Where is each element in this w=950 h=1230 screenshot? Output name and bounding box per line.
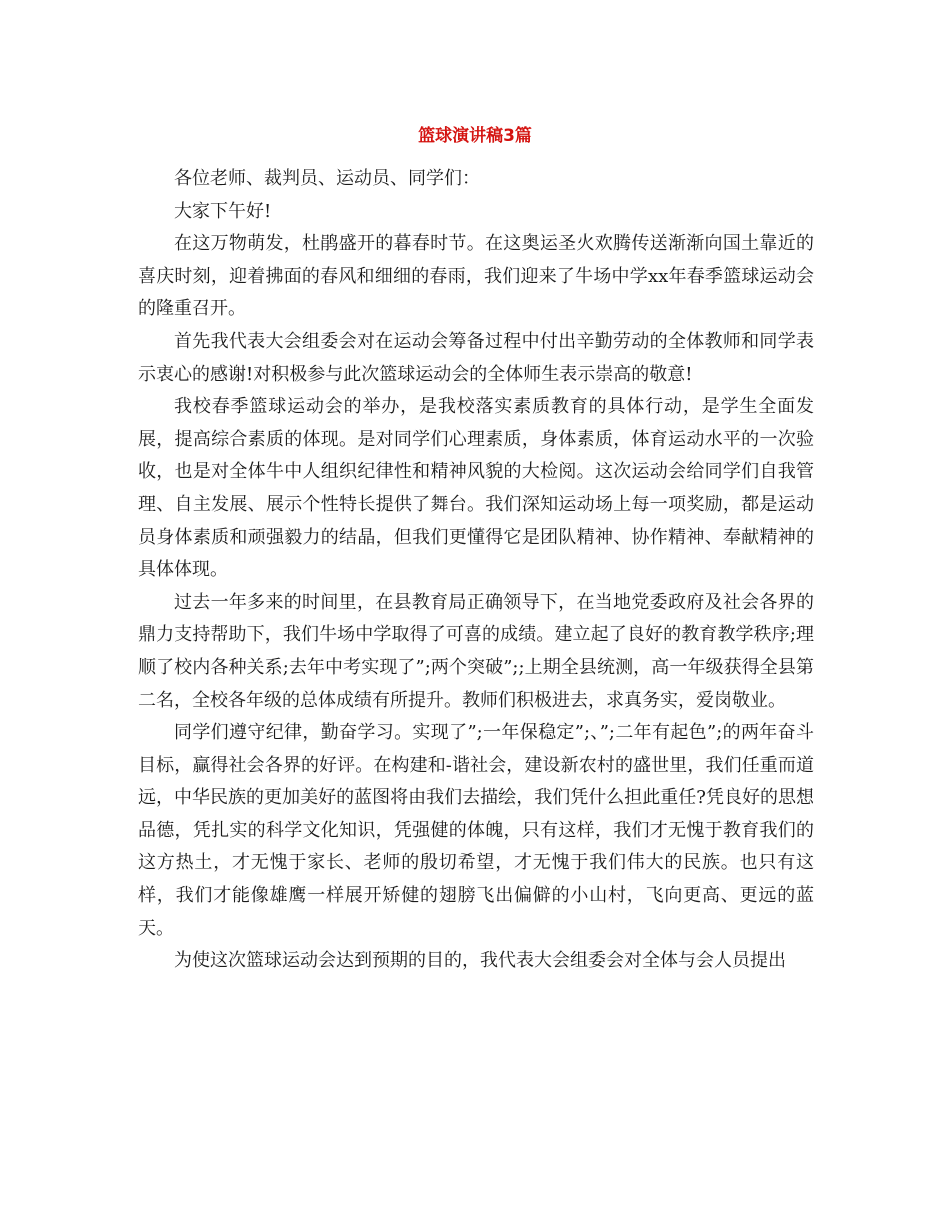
paragraph-purpose: 我校春季篮球运动会的举办，是我校落实素质教育的具体行动，是学生全面发展，提高综合素质的体现。是对同学们心理素质，身体素质，体育运动水平的一次验收，也是对全体牛中人组织纪律性和精神风貌的大检阅。这次运动会给同学们自我管理、自主发展、展示个性特长提供了舞台。我们深知运动场上每一项奖励，都是运动员身体素质和顽强毅力的结晶，但我们更懂得它是团队精神、协作精神、奉献精神的具体体现。 [138,396,814,581]
paragraph-salutation: 各位老师、裁判员、运动员、同学们： [174,168,480,189]
paragraph-opening: 在这万物萌发，杜鹃盛开的暮春时节。在这奥运圣火欢腾传送渐渐向国土靠近的喜庆时刻，迎着拂面的春风和细细的春雨，我们迎来了牛场中学xx年春季篮球运动会的隆重召开。 [138,233,814,320]
paragraph-requirements: 为使这次篮球运动会达到预期的目的，我代表大会组委会对全体与会人员提出 [174,950,786,972]
document-body [138,163,814,978]
paragraph-thanks: 首先我代表大会组委会对在运动会筹备过程中付出辛勤劳动的全体教师和同学表示衷心的感谢!对积极参与此次篮球运动会的全体师生表示崇高的敬意! [138,330,814,385]
paragraph-achievements: 过去一年多来的时间里，在县教育局正确领导下，在当地党委政府及社会各界的鼎力支持帮助下，我们牛场中学取得了可喜的成绩。建立起了良好的教育教学秩序;理顺了校内各种关系;去年中考实现了”;两个突破”;;上期全县统测，高一年级获得全县第二名，全校各年级的总体成绩有所提升。教师们积极进去，求真务实，爱岗敬业。 [138,591,814,711]
document-title: 篮球演讲稿3篇 [418,126,532,146]
paragraph-greeting: 大家下午好! [174,200,272,222]
paragraph-students: 同学们遵守纪律，勤奋学习。实现了”;一年保稳定”;、”;二年有起色”;的两年奋斗目标，赢得社会各界的好评。在构建和-谐社会，建设新农村的盛世里，我们任重而道远，中华民族的更加美好的蓝图将由我们去描绘，我们凭什么担此重任?凭良好的思想品德，凭扎实的科学文化知识，凭强健的体魄，只有这样，我们才无愧于教育我们的这方热土，才无愧于家长、老师的殷切希望，才无愧于我们伟大的民族。也只有这样，我们才能像雄鹰一样展开矫健的翅膀飞出偏僻的小山村，飞向更高、更远的蓝天。 [138,722,814,939]
